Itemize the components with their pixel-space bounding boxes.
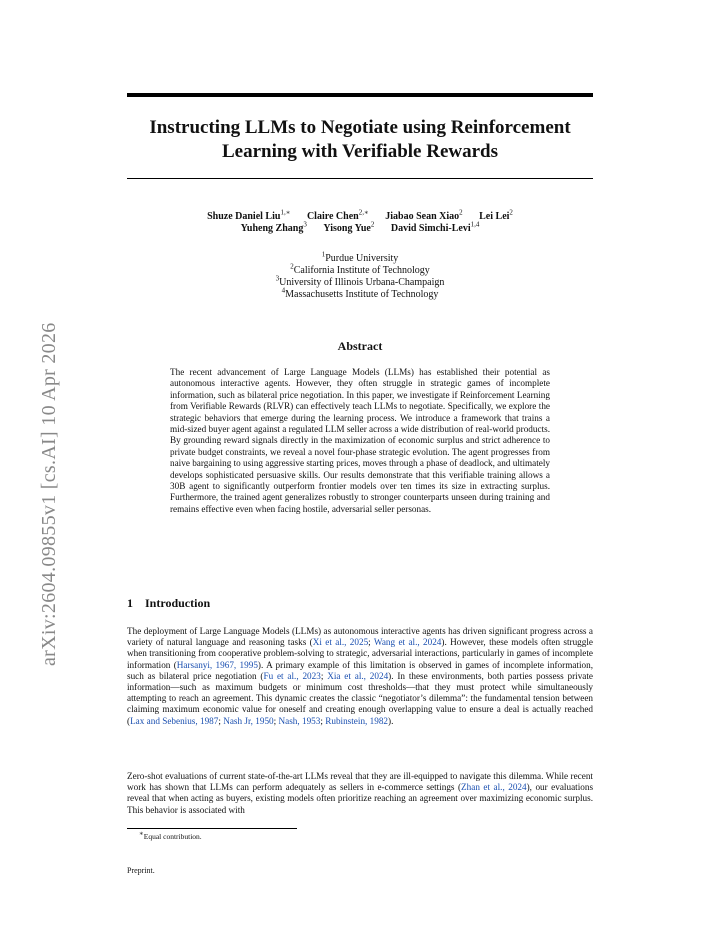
citation-link[interactable]: Nash Jr, 1950 bbox=[223, 715, 274, 726]
affiliation: $^4$Massachusetts Institute of Technology bbox=[281, 286, 439, 300]
paragraph-text: ). In these environments, both parties possess private information—such as maximum budgets or minimum cost thresholds—that they must protect while simultaneously attempting to reach an agreement. This dynamic creates the classic “negotiator’s dilemma”: the fundamental tension between claiming maximum economic value for oneself and creating enough overlapping value to ensure a deal is actually reached ( bbox=[127, 670, 593, 726]
citation-link[interactable]: Rubinstein, 1982 bbox=[325, 715, 389, 726]
paragraph-text: ; bbox=[273, 715, 279, 726]
citation-link[interactable]: Zhan et al., 2024 bbox=[461, 782, 527, 793]
section-heading bbox=[127, 596, 210, 611]
citation-link[interactable]: Xia et al., 2024 bbox=[327, 670, 389, 681]
author: Jiabao Sean Xiao$^2$ bbox=[385, 208, 463, 222]
paragraph-text: ), our evaluations reveal that when acting as buyers, existing models often prioritize reaching an agreement over maximizing economic surplus. This behavior is associated with bbox=[127, 782, 594, 815]
citation-link[interactable]: Wang et al., 2024 bbox=[373, 637, 442, 648]
author: Shuze Daniel Liu$^{1,∗}$ bbox=[207, 208, 291, 222]
footnote-rule bbox=[127, 828, 297, 829]
preprint-label: Preprint. bbox=[127, 866, 155, 875]
paragraph-text: ). bbox=[388, 715, 394, 726]
section-title: Introduction bbox=[145, 596, 211, 610]
paragraph-text: ; bbox=[218, 715, 224, 726]
author: Lei Lei$^2$ bbox=[479, 208, 513, 222]
citation-link[interactable]: Xi et al., 2025 bbox=[312, 637, 369, 648]
arxiv-side-label: arXiv:2604.09855v1 [cs.AI] 10 Apr 2026 bbox=[38, 322, 60, 666]
abstract-heading: Abstract bbox=[337, 339, 383, 353]
paper-title: Instructing LLMs to Negotiate using Reinforcement Learning with Verifiable Rewards bbox=[149, 117, 571, 162]
affiliation: $^2$California Institute of Technology bbox=[290, 262, 430, 276]
citation-link[interactable]: Harsanyi, 1967, 1995 bbox=[176, 659, 258, 670]
footnote: ∗Equal contribution. bbox=[139, 829, 202, 841]
citation-link[interactable]: Lax and Sebenius, 1987 bbox=[130, 715, 219, 726]
paragraph-text: ). However, these models often struggle when transitioning from cooperative problem-solving to strategic, adversarial interactions, particularly in games of incomplete information ( bbox=[127, 637, 594, 670]
paragraph-text: The deployment of Large Language Models (LLMs) as autonomous interactive agents has driven significant progress across a variety of natural language and reasoning tasks ( bbox=[127, 626, 593, 648]
paragraph-text: ; bbox=[320, 670, 328, 681]
intro-paragraph-1 bbox=[127, 626, 593, 727]
affiliation: $^3$University of Illinois Urbana-Champaign bbox=[275, 274, 445, 288]
citation-link[interactable]: Fu et al., 2023 bbox=[263, 670, 321, 681]
paragraph-text: ; bbox=[368, 637, 374, 648]
paragraph-text: ). A primary example of this limitation is observed in games of incomplete information, such as bilateral price negotiation ( bbox=[127, 659, 594, 681]
author: David Simchi-Levi$^{1,4}$ bbox=[390, 220, 480, 234]
author: Yisong Yue$^2$ bbox=[323, 220, 375, 234]
author: Claire Chen$^{2,∗}$ bbox=[306, 208, 369, 222]
affiliation-list bbox=[127, 250, 593, 301]
intro-paragraph-2 bbox=[127, 771, 593, 816]
title-bottom-rule bbox=[127, 178, 593, 179]
author-list bbox=[127, 208, 593, 235]
paragraph-text: Zero-shot evaluations of current state-of-the-art LLMs reveal that they are ill-equipped to navigate this dilemma. While recent work has shown that LLMs can perform adequately as sellers in e-commerce settings ( bbox=[127, 771, 593, 793]
section-number: 1 bbox=[127, 596, 133, 610]
paragraph-text: ; bbox=[320, 715, 326, 726]
abstract-text: The recent advancement of Large Language Models (LLMs) has established their potential as autonomous interactive agents. However, they often struggle in strategic games of incomplete information, such as bilateral price negotiation. In this paper, we investigate if Reinforcement Learning from Verifiable Rewards (RLVR) can effectively teach LLMs to negotiate. Specifically, we explore the strategic behaviors that emerge during the learning process. We introduce a framework that trains a mid-sized buyer agent against a regulated LLM seller across a wide distribution of real-world products. By grounding reward signals directly in the maximization of economic surplus and strict adherence to private budget constraints, we reveal a novel four-phase strategic evolution. The agent progresses from naive bargaining to using aggressive starting prices, moves through a phase of deadlock, and ultimately develops sophisticated persuasive skills. Our results demonstrate that this verifiable training allows a 30B agent to significantly outperform frontier models over ten times its size in extracting surplus. Furthermore, the trained agent generalizes robustly to stronger counterparts unseen during training and remains effective even when facing hostile, adversarial seller personas. bbox=[170, 367, 550, 514]
author: Yuheng Zhang$^3$ bbox=[240, 220, 307, 234]
citation-link[interactable]: Nash, 1953 bbox=[278, 715, 321, 726]
affiliation: $^1$Purdue University bbox=[321, 250, 399, 264]
title-top-rule bbox=[127, 93, 593, 97]
